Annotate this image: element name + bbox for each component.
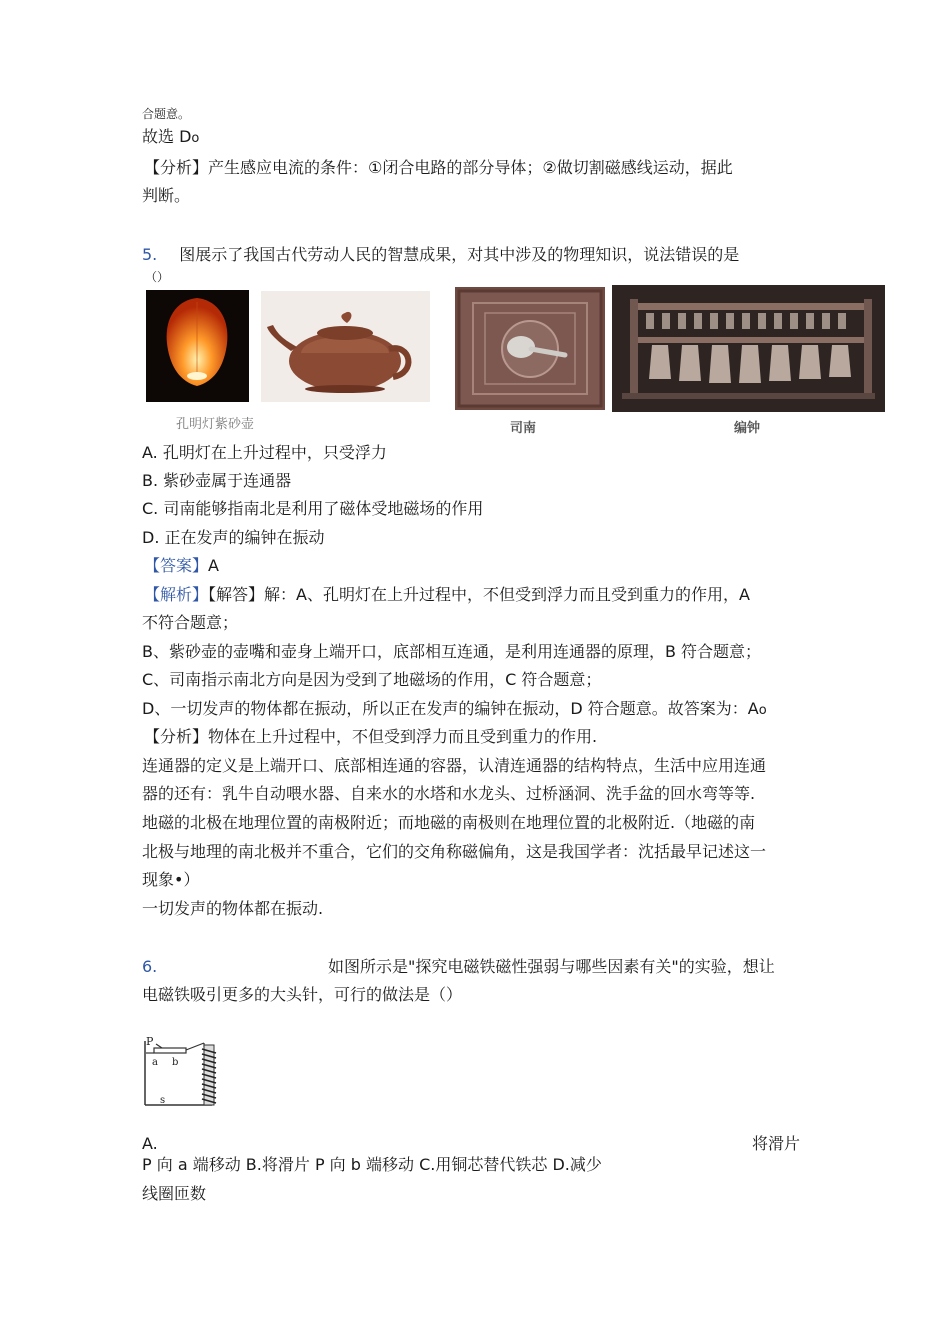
q6-stem-1: 如图所示是"探究电磁铁磁性强弱与哪些因素有关"的实验，想让 [328,957,775,976]
chime-bells-image [612,285,885,412]
prev-tail: 合题意。 [142,107,191,121]
q6-options-line-2: 线圈匝数 [142,1184,207,1203]
q5-option-b: B. 紫砂壶属于连通器 [142,471,292,490]
q5-analysis-1: 【分析】物体在上升过程中，不但受到浮力而且受到重力的作用. [144,727,598,746]
q5-analysis-2: 连通器的定义是上端开口、底部相连通的容器，认清连通器的结构特点，生活中应用连通 [142,756,767,775]
q5-stem-1: 5. 图展示了我国古代劳动人民的智慧成果，对其中涉及的物理知识，说法错误的是 [142,245,740,264]
q5-analysis-4: 地磁的北极在地理位置的南极附近；而地磁的南极则在地理位置的北极附近.（地磁的南 [142,813,756,832]
prev-choice: 故选 Do [142,127,200,146]
prev-analysis-1: 【分析】产生感应电流的条件：①闭合电路的部分导体；②做切割磁感线运动，据此 [144,158,733,177]
label-a: a [152,1057,158,1068]
q5-option-c: C. 司南能够指南北是利用了磁体受地磁场的作用 [142,499,484,518]
q5-answer: 【答案】A [144,556,219,575]
label-p: P [146,1035,154,1048]
electromagnet-circuit-diagram [142,1033,224,1111]
q5-stem-2: （） [145,270,170,284]
q6-option-a-label: A. [142,1134,158,1153]
label-b: b [172,1057,179,1068]
q6-number: 6. [142,957,158,976]
q5-explain-5: D、一切发声的物体都在振动，所以正在发声的编钟在振动，D 符合题意。故答案为：Ao [142,699,767,718]
caption-lantern-teapot: 孔明灯紫砂壶 [176,417,255,432]
q5-number: 5. [142,245,158,264]
q5-analysis-6: 现象•） [142,870,200,889]
caption-sinan: 司南 [510,421,537,436]
q5-option-a: A. 孔明灯在上升过程中，只受浮力 [142,443,387,462]
sinan-compass-image [455,287,605,410]
q5-analysis-7: 一切发声的物体都在振动. [142,899,324,918]
q5-explain-4: C、司南指示南北方向是因为受到了地磁场的作用，C 符合题意； [142,670,602,689]
teapot-image [261,291,430,402]
q6-option-a-right: 将滑片 [752,1134,801,1153]
q6-options-line: P 向 a 端移动 B.将滑片 P 向 b 端移动 C.用铜芯替代铁芯 D.减少 [142,1155,602,1174]
label-s: s [160,1095,166,1106]
q5-analysis-3: 器的还有：乳牛自动喂水器、自来水的水塔和水龙头、过桥涵洞、洗手盆的回水弯等等. [142,784,756,803]
q5-option-d: D. 正在发声的编钟在振动 [142,528,325,547]
sky-lantern-image [146,290,249,402]
q5-explain-1: 【解析】【解答】解：A、孔明灯在上升过程中，不但受到浮力而且受到重力的作用，A [144,585,750,604]
caption-bianzhong: 编钟 [734,421,761,436]
prev-analysis-2: 判断。 [142,186,191,205]
q5-explain-3: B、紫砂壶的壶嘴和壶身上端开口，底部相互连通，是利用连通器的原理，B 符合题意； [142,642,762,661]
q5-analysis-5: 北极与地理的南北极并不重合，它们的交角称磁偏角，这是我国学者：沈括最早记述这一 [142,842,767,861]
q6-stem-2: 电磁铁吸引更多的大头针，可行的做法是（） [142,985,463,1004]
q5-explain-2: 不符合题意； [142,613,239,632]
